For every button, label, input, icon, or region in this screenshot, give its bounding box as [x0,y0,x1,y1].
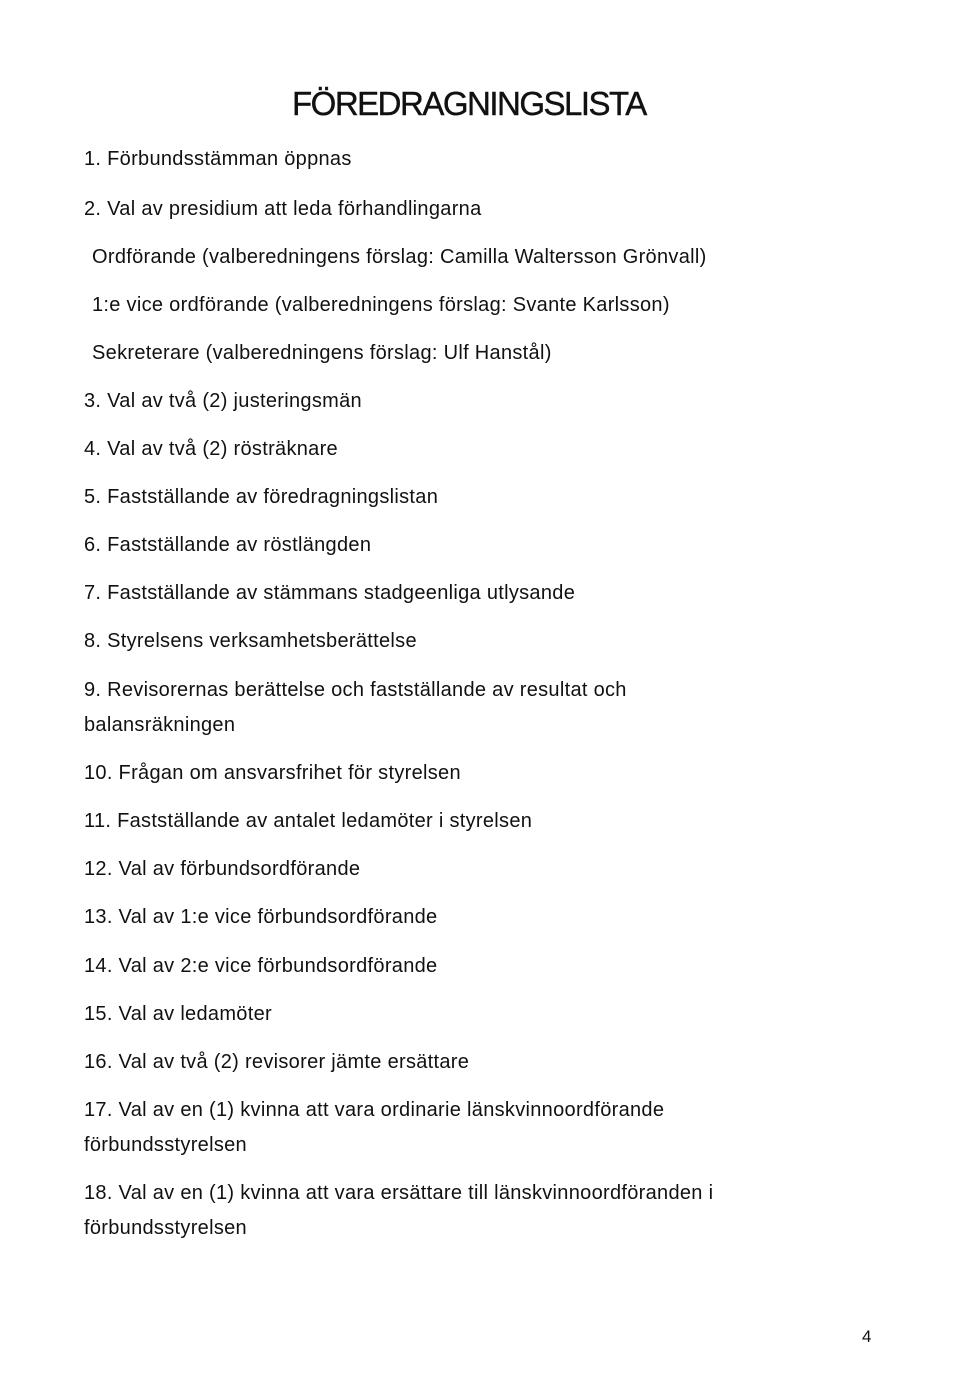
agenda-item-1: 1. Förbundsstämman öppnas [84,148,352,170]
agenda-item-16: 16. Val av två (2) revisorer jämte ersättare [84,1051,470,1073]
agenda-item-5: 5. Fastställande av föredragningslistan [84,486,439,508]
agenda-item-17: 17. Val av en (1) kvinna att vara ordinarie länskvinnoordförande [84,1099,665,1121]
agenda-subitem-chair: Ordförande (valberedningens förslag: Camilla Waltersson Grönvall) [92,246,707,268]
agenda-item-3: 3. Val av två (2) justeringsmän [84,390,362,412]
agenda-item-18-continued: förbundsstyrelsen [84,1217,247,1239]
agenda-subitem-secretary: Sekreterare (valberedningens förslag: Ulf Hanstål) [92,342,552,364]
agenda-item-9: 9. Revisorernas berättelse och fastställande av resultat och [84,679,627,701]
agenda-item-12: 12. Val av förbundsordförande [84,858,361,880]
agenda-item-7: 7. Fastställande av stämmans stadgeenliga utlysande [84,582,576,604]
agenda-subitem-vice-chair: 1:e vice ordförande (valberedningens förslag: Svante Karlsson) [92,294,670,316]
agenda-item-6: 6. Fastställande av röstlängden [84,534,372,556]
agenda-item-15: 15. Val av ledamöter [84,1003,272,1025]
page-number: 4 [862,1327,872,1346]
agenda-item-2: 2. Val av presidium att leda förhandlingarna [84,198,482,220]
document-title: FÖREDRAGNINGSLISTA [292,85,646,122]
agenda-item-17-continued: förbundsstyrelsen [84,1134,247,1156]
agenda-item-13: 13. Val av 1:e vice förbundsordförande [84,906,438,928]
agenda-item-18: 18. Val av en (1) kvinna att vara ersättare till länskvinnoordföranden i [84,1182,714,1204]
agenda-item-9-continued: balansräkningen [84,714,236,736]
agenda-item-4: 4. Val av två (2) rösträknare [84,438,338,460]
agenda-item-11: 11. Fastställande av antalet ledamöter i styrelsen [84,810,533,832]
agenda-item-14: 14. Val av 2:e vice förbundsordförande [84,955,438,977]
agenda-item-8: 8. Styrelsens verksamhetsberättelse [84,630,417,652]
agenda-item-10: 10. Frågan om ansvarsfrihet för styrelsen [84,762,461,784]
